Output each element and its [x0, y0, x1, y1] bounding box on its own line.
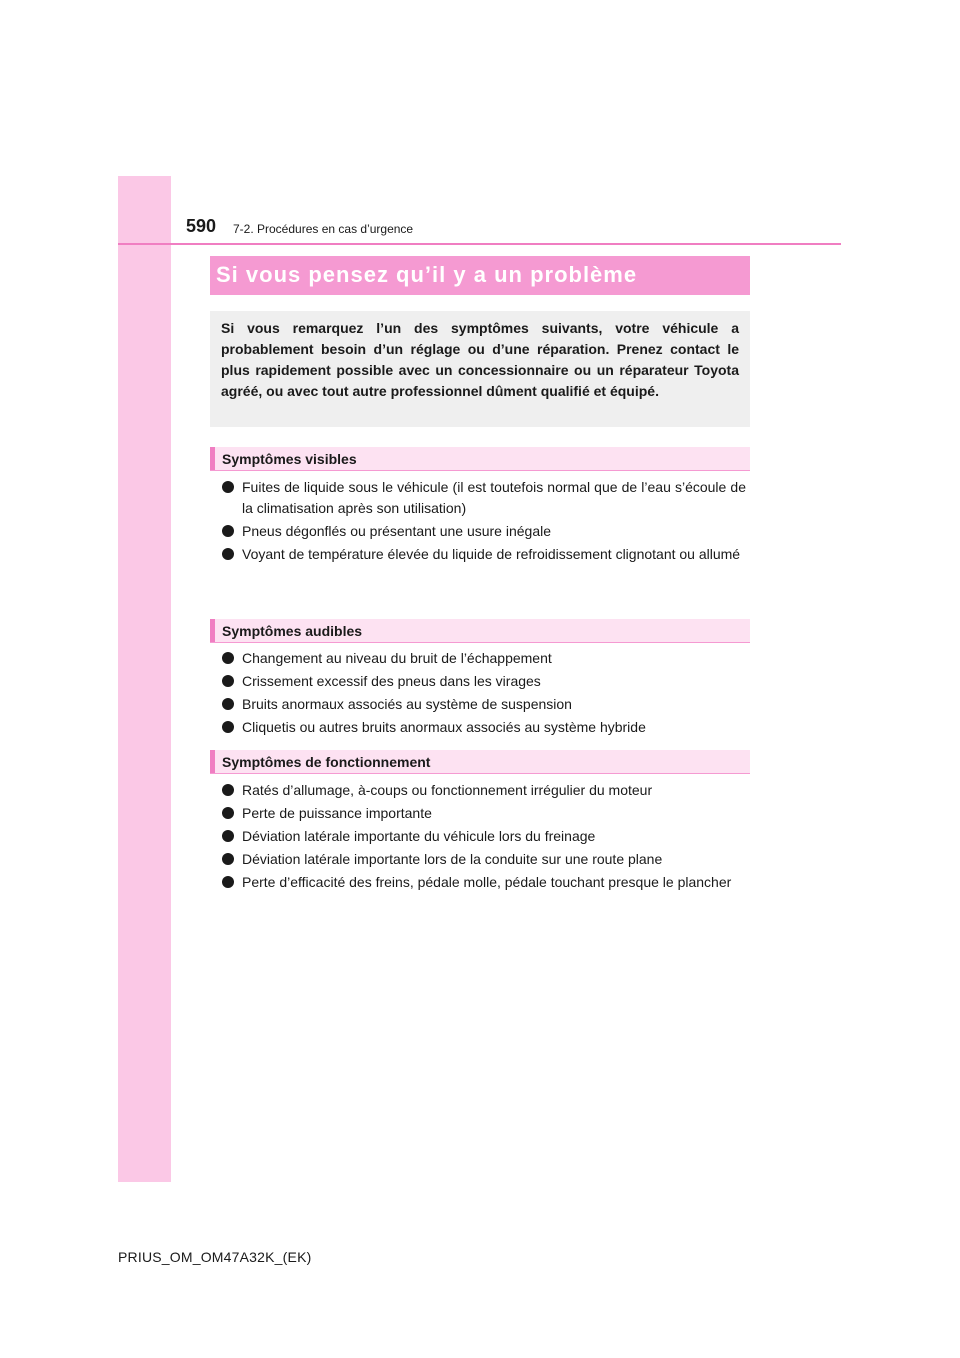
bullet-icon: [222, 876, 234, 888]
list-item: [222, 803, 746, 824]
bullet-icon: [222, 652, 234, 664]
bullet-icon: [222, 830, 234, 842]
page-title: Si vous pensez qu’il y a un problème: [216, 262, 638, 287]
bullet-icon: [222, 807, 234, 819]
intro-box: [210, 311, 750, 427]
bullet-icon: [222, 481, 234, 493]
bullet-icon: [222, 675, 234, 687]
list-operation: [222, 780, 746, 895]
section-label: 7-2. Procédures en cas d’urgence: [233, 222, 414, 236]
list-item: [222, 780, 746, 801]
subheading-operation: [210, 750, 750, 774]
bullet-icon: [222, 853, 234, 865]
subheading-visible: [210, 447, 750, 471]
list-item: [222, 826, 746, 847]
list-item-text: Perte d’efficacité des freins, pédale molle, pédale touchant presque le plancher: [242, 874, 732, 890]
page-number: 590: [186, 216, 217, 236]
bullet-icon: [222, 698, 234, 710]
subheading-label: Symptômes visibles: [222, 451, 357, 467]
list-item-text: Voyant de température élevée du liquide de refroidissement clignotant ou allumé: [242, 546, 741, 562]
bullet-icon: [222, 548, 234, 560]
list-item-text: Déviation latérale importante du véhicule lors du freinage: [242, 828, 596, 844]
list-item-text: Perte de puissance importante: [242, 805, 432, 821]
list-item: [222, 717, 746, 738]
list-item: [222, 521, 746, 542]
subheading-label: Symptômes de fonctionnement: [222, 754, 431, 770]
list-item-text: Crissement excessif des pneus dans les virages: [242, 673, 541, 689]
bullet-icon: [222, 784, 234, 796]
document-code: PRIUS_OM_OM47A32K_(EK): [118, 1249, 312, 1265]
list-item: [222, 477, 746, 519]
list-item-text: Bruits anormaux associés au système de suspension: [242, 696, 572, 712]
side-tab-bar: [118, 176, 171, 1182]
intro-text: Si vous remarquez l’un des symptômes suivants, votre véhicule a probablement besoin d’un réglage ou d’une réparation. Prenez contact le plus rapidement possible avec un concessionnaire ou un réparateur Toyota agréé, ou avec tout autre professionnel dûment qualifié et équipé.: [221, 320, 739, 399]
list-item: [222, 648, 746, 669]
list-visible: [222, 477, 746, 567]
list-item: [222, 694, 746, 715]
list-item-text: Fuites de liquide sous le véhicule (il est toutefois normal que de l’eau s’écoule de la climatisation après son utilisation): [242, 479, 746, 516]
list-item: [222, 872, 746, 893]
list-item: [222, 671, 746, 692]
list-item-text: Déviation latérale importante lors de la conduite sur une route plane: [242, 851, 663, 867]
subheading-label: Symptômes audibles: [222, 623, 363, 639]
list-item-text: Changement au niveau du bruit de l’échappement: [242, 650, 552, 666]
subheading-audible: [210, 619, 750, 643]
list-item-text: Cliquetis ou autres bruits anormaux associés au système hybride: [242, 719, 646, 735]
list-item-text: Ratés d’allumage, à-coups ou fonctionnement irrégulier du moteur: [242, 782, 653, 798]
bullet-icon: [222, 525, 234, 537]
list-audible: [222, 648, 746, 740]
list-item-text: Pneus dégonflés ou présentant une usure inégale: [242, 523, 552, 539]
list-item: [222, 849, 746, 870]
header-rule: [118, 243, 841, 245]
bullet-icon: [222, 721, 234, 733]
list-item: [222, 544, 746, 565]
